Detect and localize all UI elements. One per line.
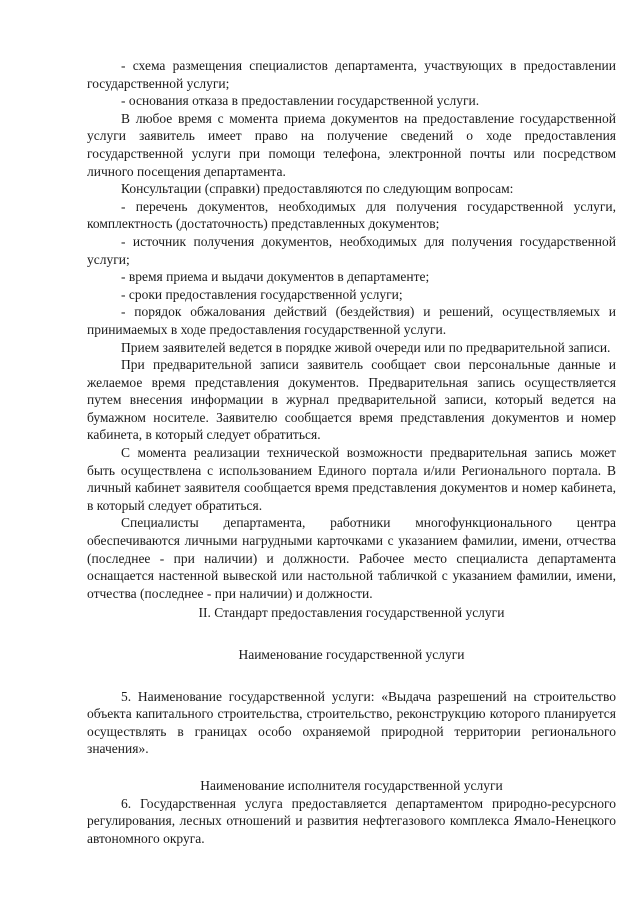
paragraph-list-documents: - перечень документов, необходимых для получения государственной услуги, комплектность (достаточность) представленных документов; bbox=[87, 198, 616, 232]
heading-service-name: Наименование государственной услуги bbox=[238, 647, 465, 662]
paragraph-scheme: - схема размещения специалистов департамента, участвующих в предоставлении государственной услуги; bbox=[87, 58, 616, 91]
paragraph-status-info: В любое время с момента приема документов на предоставление государственной услуги заявитель имеет право на получение сведений о ходе предоставления государственной услуги при помощи телефона, электронной почты или посредством личного посещения департамента. bbox=[87, 110, 616, 179]
paragraph-specialists: Специалисты департамента, работники многофункционального центра обеспечиваются личными нагрудными карточками с указанием фамилии, имени, отчества (последнее - при наличии) и должности. Рабочее место специалиста департамента оснащается настенной вывеской или настольной табличкой с указанием фамилии, имени, отчества (последнее - при наличии) и должности. bbox=[87, 515, 616, 601]
paragraph-refusal-grounds: - основания отказа в предоставлении государственной услуги. bbox=[121, 93, 480, 109]
heading-service-provider: Наименование исполнителя государственной услуги bbox=[200, 777, 503, 793]
paragraph-list-appeal: - порядок обжалования действий (бездействия) и решений, осуществляемых и принимаемых в ходе предоставления государственной услуги. bbox=[87, 304, 616, 337]
paragraph-pre-registration: При предварительной записи заявитель сообщает свои персональные данные и желаемое время представления документов. Предварительная запись осуществляется путем внесения информации в журнал предварительной записи, который ведется на бумажном носителе. Заявителю сообщается время представления документов и номер кабинета, в который следует обратиться. bbox=[87, 357, 616, 443]
section-title: II. Стандарт предоставления государственной услуги bbox=[198, 605, 505, 621]
paragraph-list-source: - источник получения документов, необходимых для получения государственной услуги; bbox=[87, 233, 616, 267]
paragraph-list-time: - время приема и выдачи документов в департаменте; bbox=[121, 269, 430, 285]
paragraph-reception: Прием заявителей ведется в порядке живой очереди или по предварительной записи. bbox=[121, 339, 611, 355]
item-5-service-name: 5. Наименование государственной услуги: «Выдача разрешений на строительство объекта капитального строительства, строительство, реконструкцию которого планируется осуществлять в границах особо охраняемой природной территории регионального значения». bbox=[87, 688, 616, 757]
paragraph-consultations: Консультации (справки) предоставляются по следующим вопросам: bbox=[121, 181, 514, 197]
paragraph-list-terms: - сроки предоставления государственной услуги; bbox=[121, 286, 403, 302]
paragraph-portal-registration: С момента реализации технической возможности предварительная запись может быть осуществлена с использованием Единого портала и/или Регионального портала. В личный кабинет заявителя сообщается время представления документов и номер кабинета, в который следует обратиться. bbox=[87, 445, 616, 513]
item-6-service-provider: 6. Государственная услуга предоставляется департаментом природно-ресурсного регулирования, лесных отношений и развития нефтегазового комплекса Ямало-Ненецкого автономного округа. bbox=[87, 795, 616, 846]
